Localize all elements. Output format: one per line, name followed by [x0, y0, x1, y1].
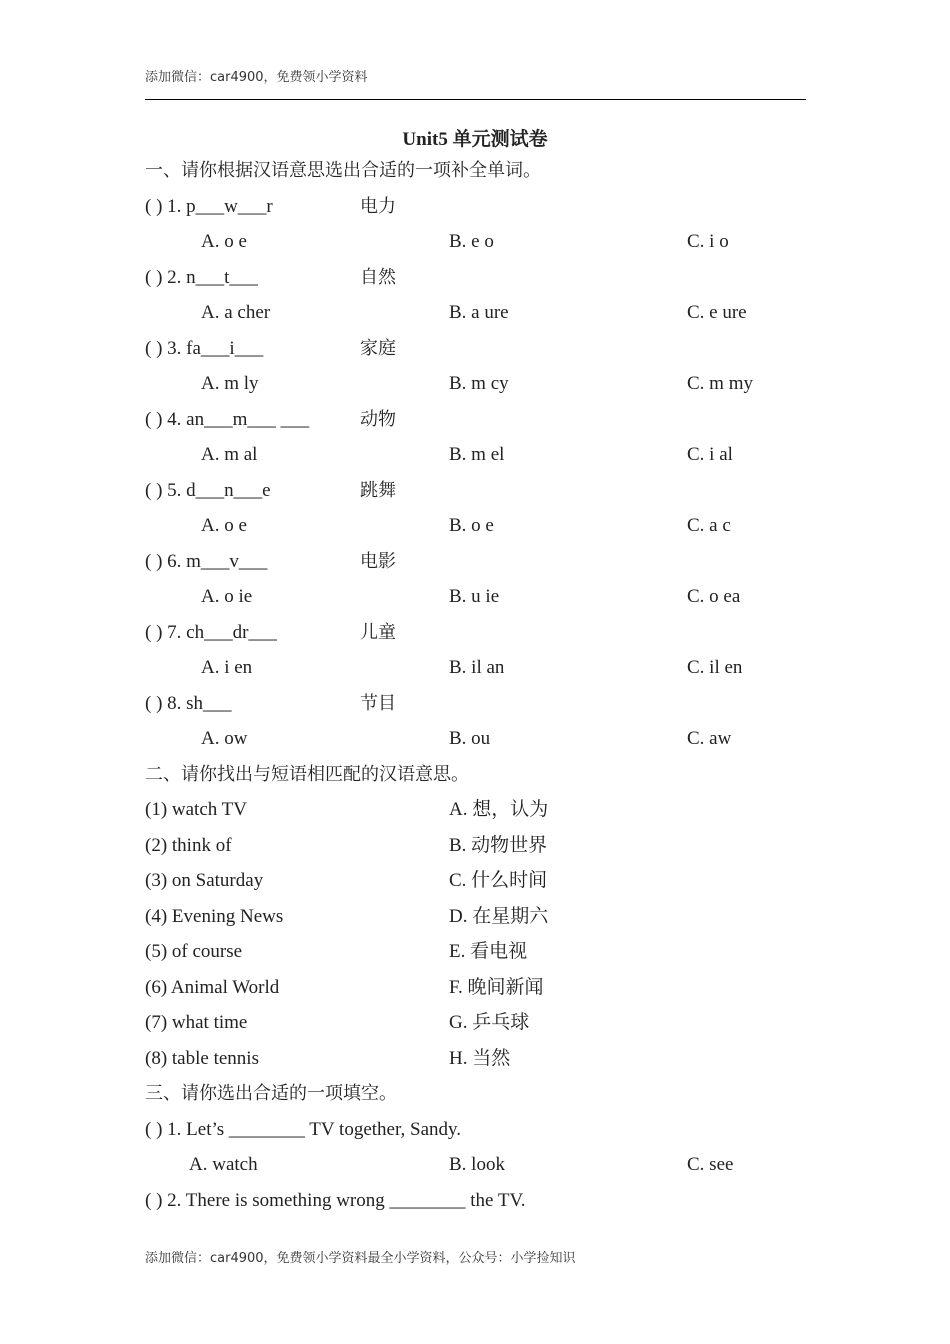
header-divider: [145, 99, 806, 100]
match-meaning: H. 当然: [449, 1047, 511, 1069]
match-meaning: B. 动物世界: [449, 834, 548, 856]
question-meaning: 跳舞: [360, 479, 396, 501]
question-stem: ( ) 1. Let’s ________ TV together, Sandy.: [145, 1118, 462, 1140]
answer-option: A. i en: [201, 657, 253, 678]
match-phrase: (6) Animal World: [145, 976, 280, 998]
question-meaning: 家庭: [360, 337, 396, 359]
answer-option: C. a c: [687, 515, 731, 536]
match-meaning: E. 看电视: [449, 941, 528, 962]
question-stem: ( ) 3. fa___i___: [145, 337, 264, 359]
answer-option: B. ou: [449, 728, 491, 749]
match-meaning: F. 晚间新闻: [449, 976, 544, 998]
question-stem: ( ) 8. sh___: [145, 692, 232, 714]
answer-option: A. watch: [189, 1154, 258, 1175]
answer-option: A. ow: [201, 728, 248, 749]
match-phrase: (1) watch TV: [145, 799, 248, 820]
answer-option: A. o e: [201, 231, 247, 252]
answer-option: B. il an: [449, 657, 505, 678]
match-meaning: C. 什么时间: [449, 870, 548, 891]
answer-option: C. i al: [687, 444, 733, 465]
match-meaning: G. 乒乓球: [449, 1012, 530, 1033]
match-phrase: (8) table tennis: [145, 1047, 259, 1069]
question-stem: ( ) 2. There is something wrong ________ the TV.: [145, 1189, 526, 1211]
question-meaning: 电影: [360, 550, 396, 572]
match-phrase: (2) think of: [145, 834, 232, 856]
match-phrase: (5) of course: [145, 941, 243, 962]
question-stem: ( ) 4. an___m___ ___: [145, 408, 310, 430]
answer-option: B. o e: [449, 515, 494, 536]
question-stem: ( ) 1. p___w___r: [145, 195, 273, 217]
page-title: Unit5 单元测试卷: [402, 129, 548, 150]
answer-option: B. u ie: [449, 586, 500, 607]
answer-option: C. o ea: [687, 586, 741, 607]
answer-option: B. m cy: [449, 373, 509, 394]
question-meaning: 自然: [360, 266, 396, 288]
match-meaning: A. 想，认为: [449, 799, 549, 820]
question-meaning: 儿童: [360, 621, 396, 643]
answer-option: A. o e: [201, 515, 247, 536]
answer-option: B. m el: [449, 444, 505, 465]
answer-option: B. look: [449, 1154, 505, 1175]
question-meaning: 动物: [360, 408, 396, 430]
answer-option: C. il en: [687, 657, 743, 678]
section-2-heading: 二、请你找出与短语相匹配的汉语意思。: [145, 763, 469, 785]
question-stem: ( ) 7. ch___dr___: [145, 621, 277, 643]
answer-option: A. a cher: [201, 302, 271, 323]
question-stem: ( ) 2. n___t___: [145, 266, 258, 288]
answer-option: A. m ly: [201, 373, 259, 394]
answer-option: B. a ure: [449, 302, 509, 323]
answer-option: C. see: [687, 1154, 734, 1175]
answer-option: A. o ie: [201, 586, 253, 607]
header-note: 添加微信：car4900，免费领小学资料: [145, 70, 368, 85]
section-3-heading: 三、请你选出合适的一项填空。: [145, 1083, 397, 1104]
section-1-heading: 一、请你根据汉语意思选出合适的一项补全单词。: [145, 160, 541, 181]
answer-option: C. aw: [687, 728, 732, 749]
question-meaning: 节目: [360, 692, 396, 714]
answer-option: A. m al: [201, 444, 258, 465]
match-phrase: (3) on Saturday: [145, 870, 264, 891]
footer-note: 添加微信：car4900，免费领小学资料最全小学资料，公众号：小学捡知识: [145, 1251, 576, 1266]
question-meaning: 电力: [360, 195, 396, 217]
answer-option: C. m my: [687, 373, 753, 394]
answer-option: C. e ure: [687, 302, 747, 323]
answer-option: B. e o: [449, 231, 494, 252]
match-meaning: D. 在星期六: [449, 905, 549, 927]
answer-option: C. i o: [687, 231, 729, 252]
question-stem: ( ) 5. d___n___e: [145, 479, 271, 501]
question-stem: ( ) 6. m___v___: [145, 550, 268, 572]
match-phrase: (4) Evening News: [145, 905, 284, 927]
match-phrase: (7) what time: [145, 1012, 248, 1033]
